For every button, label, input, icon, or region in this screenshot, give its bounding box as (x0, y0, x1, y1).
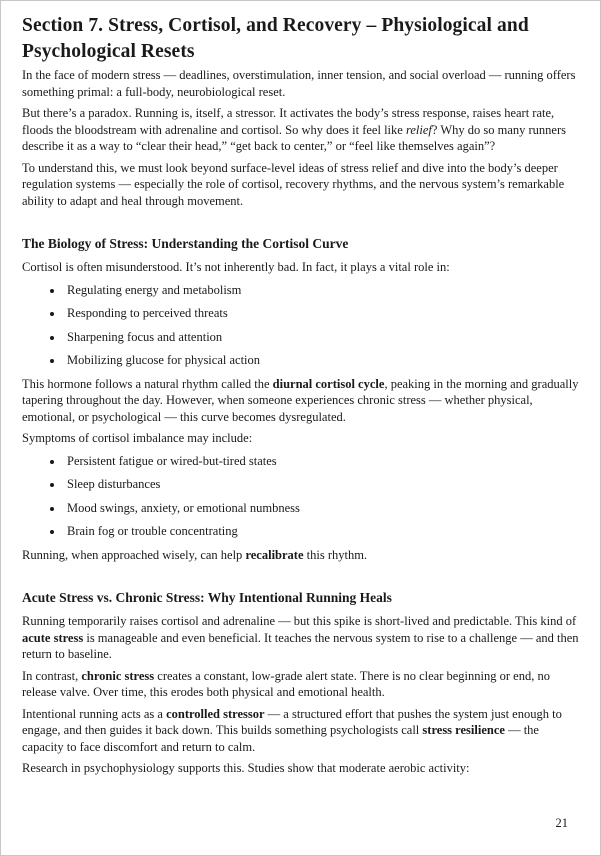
acute-paragraph-3: Intentional running acts as a controlled stressor — a structured effort that pushes the system just enough to engage, and then guides it back down. This builds something psychologists call stress resilience — the capacity to face discomfort and return to calm. (22, 706, 562, 754)
page-number: 21 (555, 816, 568, 830)
list-item: • Mood swings, anxiety, or emotional numbness (64, 500, 580, 517)
list-item: • Responding to perceived threats (64, 305, 580, 322)
list-item: • Sharpening focus and attention (64, 329, 580, 346)
acute-paragraph-1: Running temporarily raises cortisol and adrenaline — but this spike is short-lived and predictable. This kind of acute stress is manageable and even beneficial. It teaches the nervous system to rise to a challenge — and then return to baseline. (22, 614, 579, 661)
acute-paragraph-4: Research in psychophysiology supports this. Studies show that moderate aerobic activity: (22, 761, 470, 775)
list-item: • Sleep disturbances (64, 476, 580, 493)
intro-paragraph-3: To understand this, we must look beyond surface-level ideas of stress relief and dive into the body’s deeper regulation systems — especially the role of cortisol, recovery rhythms, and the nervous system’s remarkable ability to adapt and heal through movement. (22, 160, 565, 208)
intro-paragraph-1: In the face of modern stress — deadlines, overstimulation, inner tension, and social overload — running offers something primal: a full-body, neurobiological reset. (22, 68, 576, 99)
biology-paragraph-4: Running, when approached wisely, can help recalibrate this rhythm. (22, 547, 368, 562)
list-item: • Mobilizing glucose for physical action (64, 352, 580, 369)
section-title: Section 7. Stress, Cortisol, and Recovery – Physiological and Psychological Resets (22, 15, 529, 62)
biology-paragraph-3: Symptoms of cortisol imbalance may include: (22, 431, 253, 445)
acute-paragraph-2: In contrast, chronic stress creates a constant, low-grade alert state. There is no clear beginning or end, no release valve. Over time, this erodes both physical and emotional health. (22, 668, 550, 699)
cortisol-imbalance-symptoms-list (22, 453, 580, 540)
biology-paragraph-2: This hormone follows a natural rhythm called the diurnal cortisol cycle, peaking in the morning and gradually tapering throughout the day. However, when someone experiences chronic stress — whether physical, emotional, or psychological — this curve becomes dysregulated. (22, 376, 579, 424)
list-item: • Persistent fatigue or wired-but-tired states (64, 453, 580, 470)
list-item: • Regulating energy and metabolism (64, 282, 580, 299)
list-item: • Brain fog or trouble concentrating (64, 523, 580, 540)
biology-paragraph-1: Cortisol is often misunderstood. It’s not inherently bad. In fact, it plays a vital role in: (22, 260, 450, 274)
heading-acute-vs-chronic: Acute Stress vs. Chronic Stress: Why Intentional Running Heals (22, 590, 392, 605)
cortisol-roles-list (22, 282, 580, 369)
intro-paragraph-2: But there’s a paradox. Running is, itself, a stressor. It activates the body’s stress response, raises heart rate, floods the bloodstream with adrenaline and cortisol. So why does it feel like relief? Why do so many runners describe it as a way to “clear their head,” “get back to center,” or “feel like themselves again”? (22, 106, 566, 153)
heading-biology-of-stress: The Biology of Stress: Understanding the Cortisol Curve (22, 236, 349, 251)
